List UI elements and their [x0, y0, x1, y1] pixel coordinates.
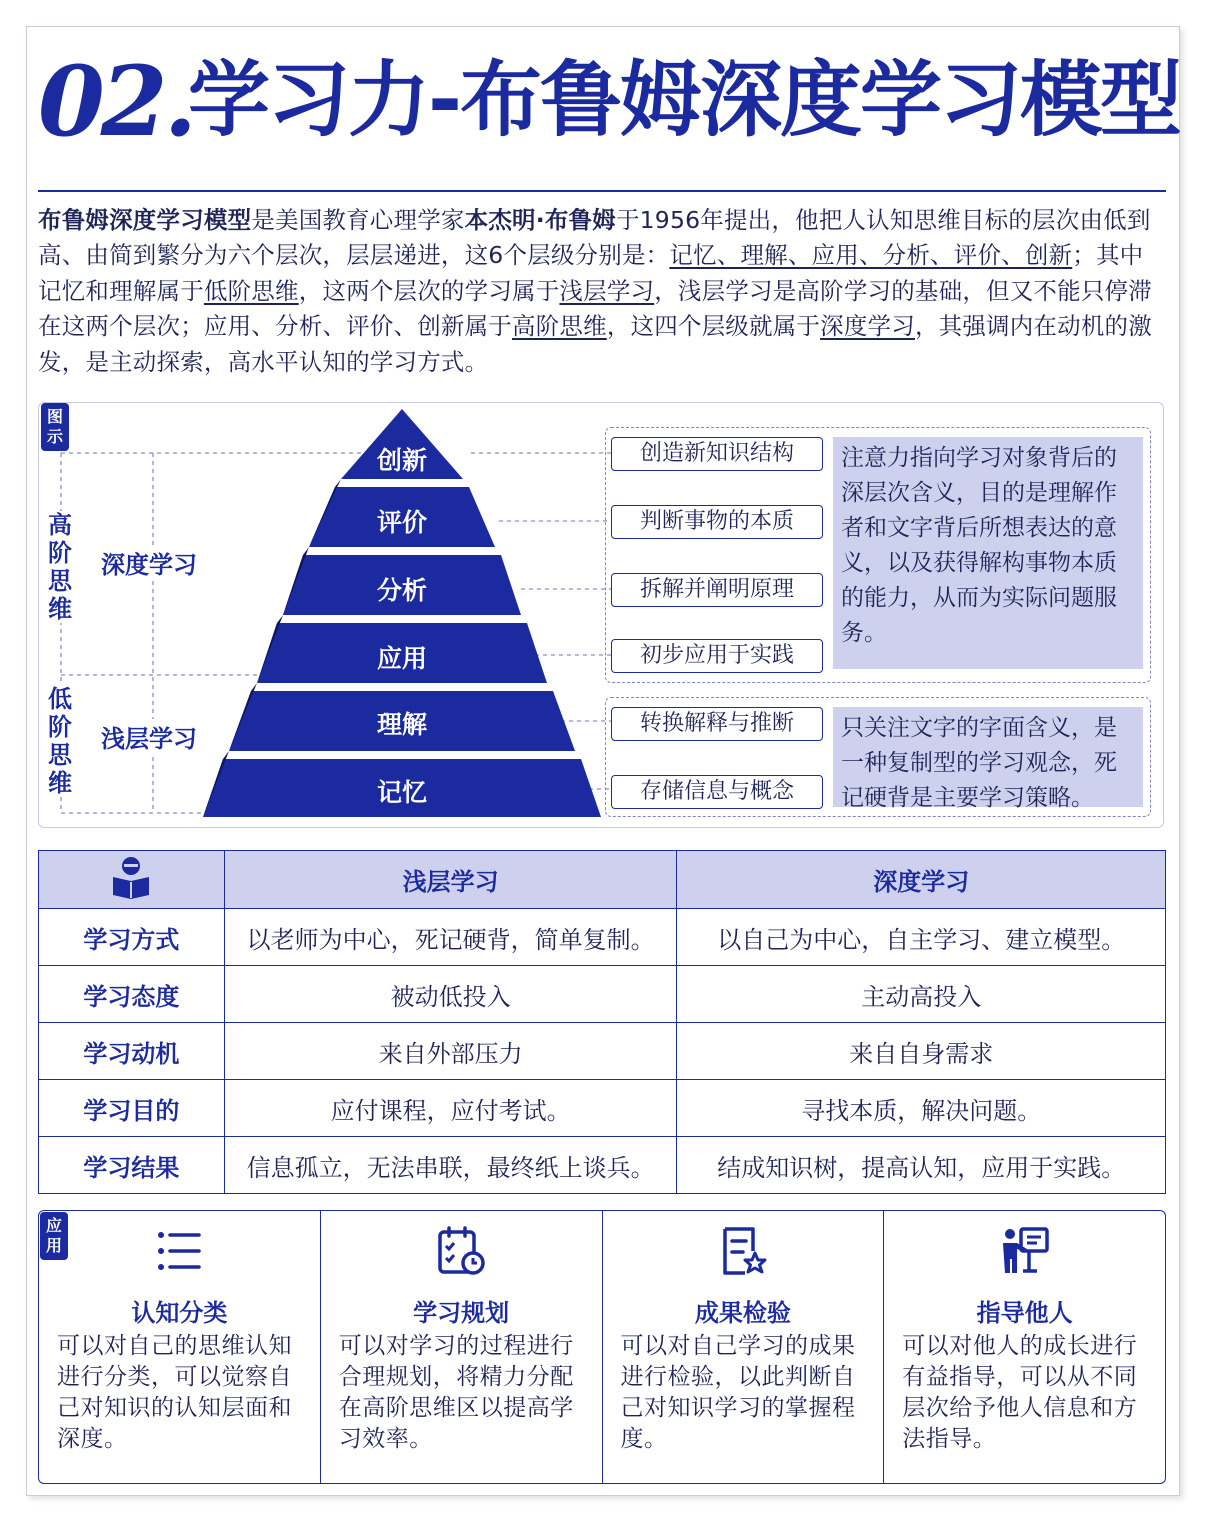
cell-shallow: 信息孤立，无法串联，最终纸上谈兵。	[224, 1137, 677, 1194]
app-card	[602, 1211, 884, 1483]
intro-deep-learning: 深度学习	[820, 312, 915, 341]
level-description: 存储信息与概念	[611, 775, 823, 809]
table-row	[39, 909, 1166, 966]
cell-shallow: 以老师为中心，死记硬背，简单复制。	[224, 909, 677, 966]
intro-text: ；其中记忆和理解属于	[38, 241, 1144, 305]
deep-learning-note: 注意力指向学习对象背后的深层次含义，目的是理解作者和文字背后所想表达的意义，以及获得解构事物本质的能力，从而为实际问题服务。	[833, 437, 1143, 669]
row-label: 学习目的	[39, 1080, 225, 1137]
intro-model-name: 布鲁姆深度学习模型	[38, 206, 252, 234]
cell-deep: 结成知识树，提高认知，应用于实践。	[677, 1137, 1166, 1194]
cell-deep: 主动高投入	[677, 966, 1166, 1023]
app-title: 认知分类	[131, 1299, 228, 1327]
app-title: 指导他人	[976, 1299, 1073, 1327]
intro-high-thinking: 高阶思维	[512, 312, 607, 341]
app-text: 可以对他人的成长进行有益指导，可以从不同层次给予他人信息和方法指导。	[902, 1333, 1138, 1452]
table-corner	[39, 851, 225, 909]
intro-paragraph	[38, 203, 1166, 380]
app-card	[320, 1211, 602, 1483]
shallow-learning-label: 浅层学习	[101, 719, 197, 754]
reading-person-icon	[109, 855, 153, 899]
applications-panel	[38, 1210, 1166, 1484]
intro-author: 本杰明·布鲁姆	[464, 206, 616, 234]
document-star-icon	[717, 1225, 769, 1277]
high-order-thinking-label: 高阶思维	[45, 511, 75, 623]
pyramid-label: 记忆	[376, 778, 427, 807]
app-text: 可以对自己学习的成果进行检验，以此判断自己对知识学习的掌握程度。	[620, 1333, 856, 1452]
table-header-row	[39, 851, 1166, 909]
cell-shallow: 被动低投入	[224, 966, 677, 1023]
intro-low-thinking: 低阶思维	[203, 276, 299, 305]
intro-text: ，这两个层次的学习属于	[298, 276, 560, 305]
pyramid-label: 分析	[376, 576, 427, 605]
comparison-table	[38, 850, 1166, 1194]
table-row	[39, 1137, 1166, 1194]
app-card	[39, 1211, 320, 1483]
table-row	[39, 1023, 1166, 1080]
title-divider	[38, 190, 1166, 192]
row-label: 学习态度	[39, 966, 225, 1023]
level-description: 拆解并阐明原理	[611, 573, 823, 607]
cell-deep: 寻找本质，解决问题。	[677, 1080, 1166, 1137]
app-text: 可以对自己的思维认知进行分类，可以觉察自己对知识的认知层面和深度。	[57, 1333, 292, 1452]
intro-text: ，浅层学习是高阶学习的基础，但又不能只停滞在这两个层次；应用、分析、评价、创新属于	[38, 276, 1152, 341]
app-card	[883, 1211, 1165, 1483]
pyramid-diagram	[38, 402, 1164, 828]
page-title: 学习力-布鲁姆深度学习模型	[188, 53, 1181, 148]
app-text: 可以对学习的过程进行合理规划，将精力分配在高阶思维区以提高学习效率。	[338, 1333, 574, 1452]
intro-text: 是美国教育心理学家	[251, 206, 465, 234]
intro-shallow-learning: 浅层学习	[559, 276, 655, 305]
column-shallow: 浅层学习	[224, 851, 677, 909]
intro-text: ，这四个层级就属于	[606, 312, 821, 341]
level-description: 初步应用于实践	[611, 639, 823, 673]
level-description: 创造新知识结构	[611, 437, 823, 471]
app-title: 成果检验	[694, 1299, 791, 1327]
row-label: 学习结果	[39, 1137, 225, 1194]
column-deep: 深度学习	[677, 851, 1166, 909]
teacher-board-icon	[999, 1225, 1051, 1277]
cell-deep: 以自己为中心，自主学习、建立模型。	[677, 909, 1166, 966]
intro-text: 于1956年提出，他把人认知思维目标的层次由低到高、由简到繁分为六个层次，层层递进，这6个层级分别是：	[38, 206, 1151, 270]
pyramid-label: 创新	[376, 446, 427, 475]
table-row	[39, 966, 1166, 1023]
row-label: 学习动机	[39, 1023, 225, 1080]
list-icon	[153, 1225, 205, 1277]
section-number: 02.	[38, 45, 194, 158]
row-label: 学习方式	[39, 909, 225, 966]
cell-shallow: 来自外部压力	[224, 1023, 677, 1080]
table-row	[39, 1080, 1166, 1137]
applications-tag: 应用	[40, 1212, 68, 1260]
deep-learning-label: 深度学习	[101, 545, 197, 580]
calendar-clock-icon	[435, 1225, 487, 1277]
pyramid-label: 理解	[376, 710, 427, 739]
level-description: 转换解释与推断	[611, 707, 823, 741]
diagram-tag: 图示	[41, 403, 69, 451]
cell-deep: 来自自身需求	[677, 1023, 1166, 1080]
app-title: 学习规划	[413, 1299, 510, 1327]
level-description: 判断事物的本质	[611, 505, 823, 539]
low-order-thinking-label: 低阶思维	[45, 685, 75, 797]
intro-text: ，其强调内在动机的激发，是主动探索，高水平认知的学习方式。	[38, 312, 1152, 376]
pyramid-label: 应用	[376, 644, 427, 673]
pyramid-label: 评价	[376, 508, 427, 537]
cell-shallow: 应付课程，应付考试。	[224, 1080, 677, 1137]
intro-levels: 记忆、理解、应用、分析、评价、创新	[669, 241, 1073, 270]
shallow-learning-note: 只关注文字的字面含义，是一种复制型的学习观念，死记硬背是主要学习策略。	[833, 707, 1143, 807]
